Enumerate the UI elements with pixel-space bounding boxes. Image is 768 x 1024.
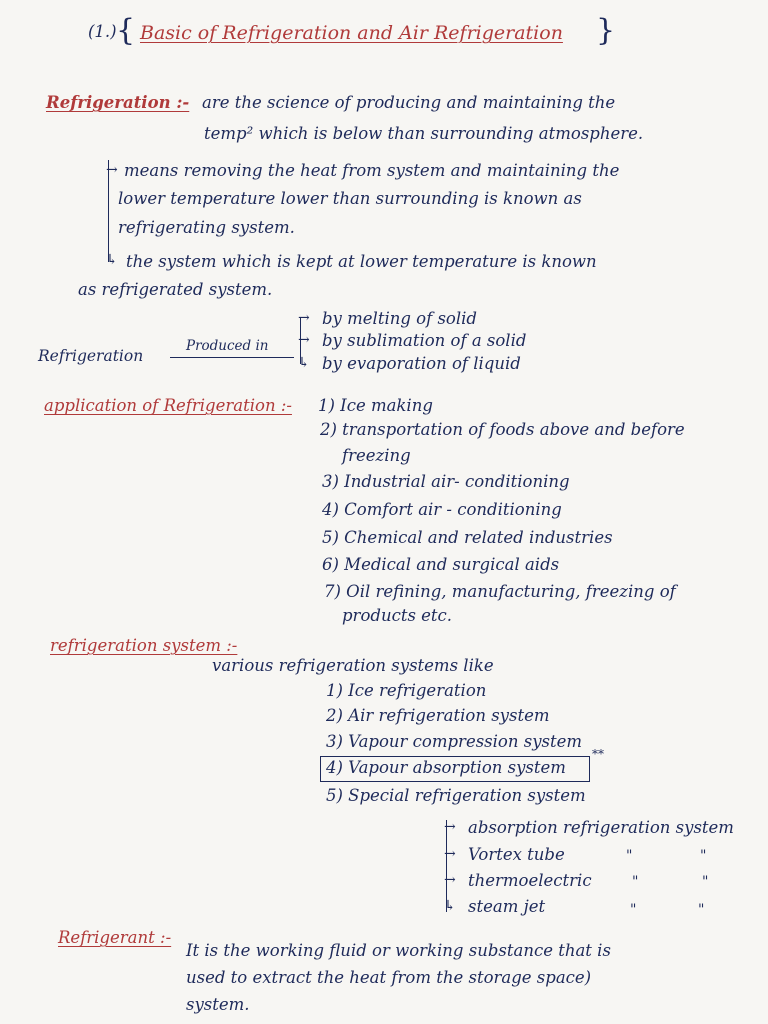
definition-line-2: temp² which is below than surrounding atmosphere. — [204, 124, 644, 143]
point1-line-3: refrigerating system. — [118, 218, 295, 237]
point1-arrow-icon: → — [106, 162, 118, 178]
produced-arrow-1-icon: → — [298, 310, 310, 326]
point1-line-2: lower temperature lower than surrounding is known as — [118, 189, 582, 208]
application-item-2: 2) transportation of foods above and before — [320, 420, 685, 439]
produced-connector: Produced in — [186, 338, 269, 354]
system-item-3: 3) Vapour compression system — [326, 732, 583, 751]
application-item-2-cont: freezing — [342, 446, 411, 465]
special-arrow-2-icon: → — [444, 846, 456, 862]
point2-line-1: the system which is kept at lower temperature is known — [126, 252, 597, 271]
refrigerant-line-2: used to extract the heat from the storage space) — [186, 968, 592, 987]
special-item-1: absorption refrigeration system — [468, 818, 734, 837]
ditto-mark: " — [630, 902, 637, 918]
produced-arrow-3-icon: ↳ — [298, 355, 310, 371]
system-item-1: 1) Ice refrigeration — [326, 681, 487, 700]
title-left-brace: { — [116, 13, 136, 48]
system-item-4: 4) Vapour absorption system — [326, 758, 566, 777]
produced-label: Refrigeration — [38, 347, 144, 365]
application-item-3: 3) Industrial air- conditioning — [322, 472, 570, 491]
produced-connector-line — [170, 357, 294, 358]
definition-line-1: are the science of producing and maintaining the — [202, 93, 616, 112]
page-title: Basic of Refrigeration and Air Refrigeration — [140, 22, 563, 44]
special-item-4: steam jet — [468, 897, 546, 916]
produced-arrow-2-icon: → — [298, 332, 310, 348]
ditto-mark: " — [626, 848, 633, 864]
application-item-7-cont: products etc. — [342, 606, 453, 625]
refrigerant-term: Refrigerant :- — [58, 928, 172, 947]
system-item-5: 5) Special refrigeration system — [326, 786, 586, 805]
ditto-mark: " — [702, 874, 709, 890]
refrigerant-line-3: system. — [186, 995, 250, 1014]
ditto-mark: " — [698, 902, 705, 918]
application-item-7: 7) Oil refining, manufacturing, freezing of — [324, 582, 676, 601]
point1-line-1: means removing the heat from system and maintaining the — [124, 161, 620, 180]
produced-item-1: by melting of solid — [322, 309, 477, 328]
application-item-6: 6) Medical and surgical aids — [322, 555, 560, 574]
special-arrow-3-icon: → — [444, 872, 456, 888]
special-item-2: Vortex tube — [468, 845, 565, 864]
application-item-1: 1) Ice making — [318, 396, 433, 415]
application-item-5: 5) Chemical and related industries — [322, 528, 613, 547]
produced-item-2: by sublimation of a solid — [322, 331, 527, 350]
special-arrow-4-icon: ↳ — [444, 898, 456, 914]
produced-item-3: by evaporation of liquid — [322, 354, 521, 373]
system-item-2: 2) Air refrigeration system — [326, 706, 550, 725]
point2-line-2: as refrigerated system. — [78, 280, 273, 299]
systems-intro: various refrigeration systems like — [212, 656, 494, 675]
systems-heading: refrigeration system :- — [50, 636, 238, 655]
definition-term: Refrigeration :- — [46, 93, 190, 112]
title-number: (1.) — [88, 22, 117, 41]
stars-mark: ** — [592, 747, 604, 761]
application-item-4: 4) Comfort air - conditioning — [322, 500, 562, 519]
refrigerant-line-1: It is the working fluid or working substance that is — [186, 941, 611, 960]
special-item-3: thermoelectric — [468, 871, 592, 890]
title-right-brace: } — [596, 13, 616, 48]
applications-heading: application of Refrigeration :- — [44, 396, 292, 415]
ditto-mark: " — [700, 848, 707, 864]
point2-arrow-icon: ↳ — [106, 252, 118, 268]
special-arrow-1-icon: → — [444, 819, 456, 835]
ditto-mark: " — [632, 874, 639, 890]
